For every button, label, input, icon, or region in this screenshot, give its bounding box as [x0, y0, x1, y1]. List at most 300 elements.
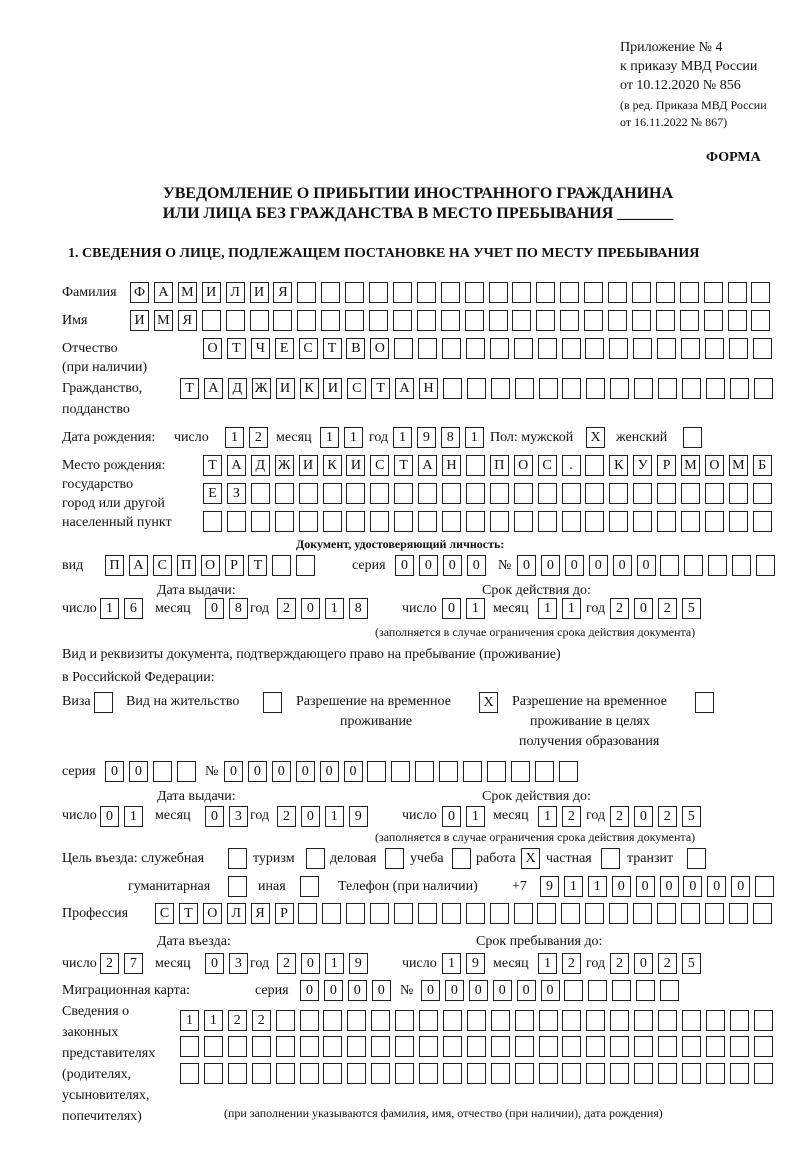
reps-2-cell[interactable]	[610, 1036, 629, 1057]
birth-place-1-cell[interactable]: Ж	[275, 455, 294, 476]
reps-1-cell[interactable]	[467, 1010, 486, 1031]
mc-series-cell[interactable]: 0	[300, 980, 319, 1001]
mc-number-cell[interactable]	[636, 980, 655, 1001]
rd-number-cell[interactable]	[559, 761, 578, 782]
name-cell[interactable]	[393, 310, 412, 331]
patronymic-cell[interactable]	[753, 338, 772, 359]
name-cell[interactable]	[321, 310, 340, 331]
birth-place-1-cell[interactable]	[585, 455, 604, 476]
birth-place-3-cell[interactable]	[538, 511, 557, 532]
citizenship-cell[interactable]	[586, 378, 605, 399]
name-cell[interactable]	[297, 310, 316, 331]
citizenship-cell[interactable]	[730, 378, 749, 399]
mc-number-cell[interactable]: 0	[541, 980, 560, 1001]
mc-number-cell[interactable]: 0	[421, 980, 440, 1001]
surname-cell[interactable]	[751, 282, 770, 303]
reps-3-cell[interactable]	[252, 1063, 271, 1084]
mc-number-cell[interactable]: 0	[493, 980, 512, 1001]
citizenship-cell[interactable]: Т	[180, 378, 199, 399]
birth-place-2-cell[interactable]: Е	[203, 483, 222, 504]
birth-place-1-cell[interactable]: А	[227, 455, 246, 476]
reps-1-cell[interactable]	[730, 1010, 749, 1031]
birth-place-2-cell[interactable]	[466, 483, 485, 504]
rd-number-cell[interactable]	[439, 761, 458, 782]
reps-3-cell[interactable]	[443, 1063, 462, 1084]
birth-place-2-cell[interactable]	[275, 483, 294, 504]
visa-checkbox[interactable]	[94, 692, 113, 713]
name-cell[interactable]	[226, 310, 245, 331]
doc-kind-cell[interactable]: П	[177, 555, 196, 576]
reps-2-cell[interactable]	[300, 1036, 319, 1057]
name-cell[interactable]	[704, 310, 723, 331]
name-cell[interactable]	[656, 310, 675, 331]
birth-place-3-cell[interactable]	[657, 511, 676, 532]
citizenship-cell[interactable]	[562, 378, 581, 399]
patronymic-cell[interactable]: Т	[227, 338, 246, 359]
birth-place-3-cell[interactable]	[490, 511, 509, 532]
reps-3-cell[interactable]	[395, 1063, 414, 1084]
p-humanitarian-checkbox[interactable]	[228, 876, 247, 897]
birth-place-2-cell[interactable]	[299, 483, 318, 504]
reps-3-cell[interactable]	[180, 1063, 199, 1084]
surname-cell[interactable]	[536, 282, 555, 303]
doc-valid-year-cell[interactable]: 2	[610, 598, 629, 619]
rd-number-cell[interactable]: 0	[272, 761, 291, 782]
name-cell[interactable]: Я	[178, 310, 197, 331]
rd-issue-day-cell[interactable]: 0	[100, 806, 119, 827]
profession-cell[interactable]: С	[155, 903, 174, 924]
rd-number-cell[interactable]	[415, 761, 434, 782]
doc-number-cell[interactable]	[732, 555, 751, 576]
name-cell[interactable]	[369, 310, 388, 331]
profession-cell[interactable]	[657, 903, 676, 924]
p-other-checkbox[interactable]	[300, 876, 319, 897]
rd-number-cell[interactable]: 0	[320, 761, 339, 782]
doc-number-cell[interactable]: 0	[613, 555, 632, 576]
reps-3-cell[interactable]	[419, 1063, 438, 1084]
doc-number-cell[interactable]: 0	[565, 555, 584, 576]
patronymic-cell[interactable]	[681, 338, 700, 359]
patronymic-cell[interactable]	[562, 338, 581, 359]
p-business-checkbox[interactable]	[385, 848, 404, 869]
doc-number-cell[interactable]	[684, 555, 703, 576]
citizenship-cell[interactable]	[539, 378, 558, 399]
sex-female-checkbox[interactable]	[683, 427, 702, 448]
profession-cell[interactable]: О	[203, 903, 222, 924]
reps-2-cell[interactable]	[371, 1036, 390, 1057]
name-cell[interactable]	[345, 310, 364, 331]
birth-place-3-cell[interactable]	[729, 511, 748, 532]
rd-issue-year-cell[interactable]: 0	[301, 806, 320, 827]
rd-valid-year-cell[interactable]: 5	[682, 806, 701, 827]
reps-2-cell[interactable]	[347, 1036, 366, 1057]
patronymic-cell[interactable]	[633, 338, 652, 359]
profession-cell[interactable]	[609, 903, 628, 924]
profession-cell[interactable]	[633, 903, 652, 924]
doc-issue-year-cell[interactable]: 8	[349, 598, 368, 619]
rd-number-cell[interactable]: 0	[344, 761, 363, 782]
trp-checkbox[interactable]: X	[479, 692, 498, 713]
patronymic-cell[interactable]	[418, 338, 437, 359]
reps-3-cell[interactable]	[562, 1063, 581, 1084]
doc-valid-day-cell[interactable]: 1	[466, 598, 485, 619]
patronymic-cell[interactable]	[705, 338, 724, 359]
reps-3-cell[interactable]	[658, 1063, 677, 1084]
birth-place-2-cell[interactable]	[609, 483, 628, 504]
birth-place-2-cell[interactable]	[705, 483, 724, 504]
birth-place-1-cell[interactable]	[466, 455, 485, 476]
profession-cell[interactable]	[442, 903, 461, 924]
rd-valid-month-cell[interactable]: 2	[562, 806, 581, 827]
birth-place-1-cell[interactable]: Д	[251, 455, 270, 476]
birth-place-2-cell[interactable]	[562, 483, 581, 504]
profession-cell[interactable]	[681, 903, 700, 924]
birth-place-1-cell[interactable]: У	[633, 455, 652, 476]
profession-cell[interactable]	[298, 903, 317, 924]
doc-valid-year-cell[interactable]: 2	[658, 598, 677, 619]
doc-valid-year-cell[interactable]: 5	[682, 598, 701, 619]
rd-valid-year-cell[interactable]: 0	[634, 806, 653, 827]
name-cell[interactable]	[273, 310, 292, 331]
surname-cell[interactable]	[704, 282, 723, 303]
rd-valid-year-cell[interactable]: 2	[610, 806, 629, 827]
reps-3-cell[interactable]	[682, 1063, 701, 1084]
entry-year-cell[interactable]: 0	[301, 953, 320, 974]
birth-place-1-cell[interactable]: Т	[394, 455, 413, 476]
birth-place-2-cell[interactable]	[633, 483, 652, 504]
citizenship-cell[interactable]	[706, 378, 725, 399]
citizenship-cell[interactable]: Н	[419, 378, 438, 399]
reps-2-cell[interactable]	[467, 1036, 486, 1057]
profession-cell[interactable]	[394, 903, 413, 924]
phone-cell[interactable]: 0	[731, 876, 750, 897]
reps-1-cell[interactable]	[347, 1010, 366, 1031]
reps-1-cell[interactable]	[706, 1010, 725, 1031]
profession-cell[interactable]: Т	[179, 903, 198, 924]
birth-place-3-cell[interactable]	[394, 511, 413, 532]
birth-place-1-cell[interactable]: П	[490, 455, 509, 476]
birth-place-3-cell[interactable]	[370, 511, 389, 532]
birth-place-2-cell[interactable]	[323, 483, 342, 504]
profession-cell[interactable]	[729, 903, 748, 924]
phone-cell[interactable]: 1	[564, 876, 583, 897]
name-cell[interactable]	[536, 310, 555, 331]
name-cell[interactable]	[608, 310, 627, 331]
rd-number-cell[interactable]	[391, 761, 410, 782]
birth-place-1-cell[interactable]: Н	[442, 455, 461, 476]
name-cell[interactable]	[465, 310, 484, 331]
surname-cell[interactable]	[441, 282, 460, 303]
birth-place-3-cell[interactable]	[275, 511, 294, 532]
mc-number-cell[interactable]: 0	[445, 980, 464, 1001]
patronymic-cell[interactable]	[538, 338, 557, 359]
reps-3-cell[interactable]	[300, 1063, 319, 1084]
reps-3-cell[interactable]	[539, 1063, 558, 1084]
patronymic-cell[interactable]	[729, 338, 748, 359]
surname-cell[interactable]	[369, 282, 388, 303]
reps-2-cell[interactable]	[323, 1036, 342, 1057]
reps-2-cell[interactable]	[395, 1036, 414, 1057]
doc-valid-year-cell[interactable]: 0	[634, 598, 653, 619]
rd-number-cell[interactable]	[463, 761, 482, 782]
reps-1-cell[interactable]	[419, 1010, 438, 1031]
name-cell[interactable]	[512, 310, 531, 331]
reps-3-cell[interactable]	[491, 1063, 510, 1084]
doc-kind-cell[interactable]: А	[129, 555, 148, 576]
rd-valid-day-cell[interactable]: 1	[466, 806, 485, 827]
rd-series-cell[interactable]: 0	[129, 761, 148, 782]
doc-valid-day-cell[interactable]: 0	[442, 598, 461, 619]
reps-2-cell[interactable]	[539, 1036, 558, 1057]
surname-cell[interactable]: И	[250, 282, 269, 303]
surname-cell[interactable]: А	[154, 282, 173, 303]
name-cell[interactable]	[632, 310, 651, 331]
reps-1-cell[interactable]	[371, 1010, 390, 1031]
citizenship-cell[interactable]	[443, 378, 462, 399]
birth-year-cell[interactable]: 1	[465, 427, 484, 448]
doc-number-cell[interactable]	[708, 555, 727, 576]
reps-2-cell[interactable]	[730, 1036, 749, 1057]
citizenship-cell[interactable]	[682, 378, 701, 399]
birth-place-1-cell[interactable]: Р	[657, 455, 676, 476]
patronymic-cell[interactable]	[514, 338, 533, 359]
sex-male-checkbox[interactable]: X	[586, 427, 605, 448]
doc-number-cell[interactable]: 0	[541, 555, 560, 576]
citizenship-cell[interactable]	[467, 378, 486, 399]
reps-3-cell[interactable]	[610, 1063, 629, 1084]
patronymic-cell[interactable]	[466, 338, 485, 359]
citizenship-cell[interactable]: С	[347, 378, 366, 399]
reps-2-cell[interactable]	[658, 1036, 677, 1057]
reps-2-cell[interactable]	[276, 1036, 295, 1057]
reps-2-cell[interactable]	[634, 1036, 653, 1057]
citizenship-cell[interactable]: Ж	[252, 378, 271, 399]
birth-place-3-cell[interactable]	[466, 511, 485, 532]
name-cell[interactable]	[489, 310, 508, 331]
surname-cell[interactable]: И	[202, 282, 221, 303]
trp-edu-checkbox[interactable]	[695, 692, 714, 713]
stay-year-cell[interactable]: 0	[634, 953, 653, 974]
citizenship-cell[interactable]	[515, 378, 534, 399]
p-service-checkbox[interactable]	[228, 848, 247, 869]
birth-place-3-cell[interactable]	[227, 511, 246, 532]
mc-number-cell[interactable]	[660, 980, 679, 1001]
reps-1-cell[interactable]	[395, 1010, 414, 1031]
birth-place-3-cell[interactable]	[705, 511, 724, 532]
patronymic-cell[interactable]	[394, 338, 413, 359]
reps-2-cell[interactable]	[586, 1036, 605, 1057]
profession-cell[interactable]	[561, 903, 580, 924]
birth-place-1-cell[interactable]: Т	[203, 455, 222, 476]
mc-series-cell[interactable]: 0	[348, 980, 367, 1001]
birth-place-1-cell[interactable]: К	[609, 455, 628, 476]
citizenship-cell[interactable]: И	[276, 378, 295, 399]
birth-year-cell[interactable]: 9	[417, 427, 436, 448]
reps-2-cell[interactable]	[491, 1036, 510, 1057]
surname-cell[interactable]	[680, 282, 699, 303]
reps-1-cell[interactable]	[276, 1010, 295, 1031]
citizenship-cell[interactable]: Т	[371, 378, 390, 399]
birth-place-3-cell[interactable]	[585, 511, 604, 532]
rd-issue-day-cell[interactable]: 1	[124, 806, 143, 827]
profession-cell[interactable]	[466, 903, 485, 924]
birth-place-2-cell[interactable]	[514, 483, 533, 504]
reps-2-cell[interactable]	[706, 1036, 725, 1057]
doc-issue-month-cell[interactable]: 0	[205, 598, 224, 619]
reps-1-cell[interactable]: 1	[180, 1010, 199, 1031]
birth-place-2-cell[interactable]	[346, 483, 365, 504]
residence-checkbox[interactable]	[263, 692, 282, 713]
birth-place-3-cell[interactable]	[323, 511, 342, 532]
stay-month-cell[interactable]: 1	[538, 953, 557, 974]
birth-place-1-cell[interactable]: М	[681, 455, 700, 476]
stay-month-cell[interactable]: 2	[562, 953, 581, 974]
doc-issue-year-cell[interactable]: 0	[301, 598, 320, 619]
rd-number-cell[interactable]: 0	[296, 761, 315, 782]
name-cell[interactable]	[202, 310, 221, 331]
birth-place-2-cell[interactable]	[251, 483, 270, 504]
doc-number-cell[interactable]	[660, 555, 679, 576]
birth-place-1-cell[interactable]: Б	[753, 455, 772, 476]
mc-series-cell[interactable]: 0	[324, 980, 343, 1001]
rd-series-cell[interactable]	[177, 761, 196, 782]
birth-place-3-cell[interactable]	[681, 511, 700, 532]
name-cell[interactable]	[584, 310, 603, 331]
citizenship-cell[interactable]: И	[323, 378, 342, 399]
birth-place-2-cell[interactable]	[657, 483, 676, 504]
profession-cell[interactable]: Я	[251, 903, 270, 924]
rd-valid-month-cell[interactable]: 1	[538, 806, 557, 827]
mc-series-cell[interactable]: 0	[372, 980, 391, 1001]
reps-3-cell[interactable]	[276, 1063, 295, 1084]
doc-issue-year-cell[interactable]: 2	[277, 598, 296, 619]
birth-place-1-cell[interactable]: С	[370, 455, 389, 476]
surname-cell[interactable]	[393, 282, 412, 303]
rd-number-cell[interactable]: 0	[248, 761, 267, 782]
birth-place-1-cell[interactable]: А	[418, 455, 437, 476]
reps-3-cell[interactable]	[228, 1063, 247, 1084]
doc-series-cell[interactable]: 0	[467, 555, 486, 576]
phone-cell[interactable]: 1	[588, 876, 607, 897]
rd-issue-month-cell[interactable]: 0	[205, 806, 224, 827]
doc-kind-cell[interactable]: Р	[225, 555, 244, 576]
surname-cell[interactable]	[512, 282, 531, 303]
reps-3-cell[interactable]	[323, 1063, 342, 1084]
rd-valid-year-cell[interactable]: 2	[658, 806, 677, 827]
birth-place-2-cell[interactable]	[418, 483, 437, 504]
name-cell[interactable]	[441, 310, 460, 331]
name-cell[interactable]	[751, 310, 770, 331]
doc-kind-cell[interactable]: П	[105, 555, 124, 576]
profession-cell[interactable]	[537, 903, 556, 924]
patronymic-cell[interactable]: Е	[275, 338, 294, 359]
birth-place-3-cell[interactable]	[514, 511, 533, 532]
birth-place-1-cell[interactable]: И	[299, 455, 318, 476]
birth-place-1-cell[interactable]: С	[538, 455, 557, 476]
rd-number-cell[interactable]	[535, 761, 554, 782]
reps-2-cell[interactable]	[228, 1036, 247, 1057]
doc-number-cell[interactable]: 0	[589, 555, 608, 576]
birth-place-1-cell[interactable]: О	[705, 455, 724, 476]
surname-cell[interactable]: Ф	[130, 282, 149, 303]
patronymic-cell[interactable]: О	[370, 338, 389, 359]
name-cell[interactable]	[560, 310, 579, 331]
birth-place-3-cell[interactable]	[562, 511, 581, 532]
reps-1-cell[interactable]	[443, 1010, 462, 1031]
reps-3-cell[interactable]	[204, 1063, 223, 1084]
p-transit-checkbox[interactable]	[687, 848, 706, 869]
rd-number-cell[interactable]	[487, 761, 506, 782]
doc-series-cell[interactable]: 0	[419, 555, 438, 576]
profession-cell[interactable]	[322, 903, 341, 924]
reps-1-cell[interactable]	[658, 1010, 677, 1031]
doc-issue-day-cell[interactable]: 6	[124, 598, 143, 619]
phone-cell[interactable]: 0	[660, 876, 679, 897]
doc-valid-month-cell[interactable]: 1	[562, 598, 581, 619]
stay-year-cell[interactable]: 2	[610, 953, 629, 974]
doc-kind-cell[interactable]: С	[153, 555, 172, 576]
doc-number-cell[interactable]: 0	[637, 555, 656, 576]
birth-place-3-cell[interactable]	[418, 511, 437, 532]
profession-cell[interactable]	[346, 903, 365, 924]
doc-number-cell[interactable]: 0	[517, 555, 536, 576]
surname-cell[interactable]	[345, 282, 364, 303]
patronymic-cell[interactable]: Т	[323, 338, 342, 359]
birth-place-3-cell[interactable]	[299, 511, 318, 532]
birth-place-2-cell[interactable]	[442, 483, 461, 504]
birth-place-3-cell[interactable]	[203, 511, 222, 532]
reps-1-cell[interactable]	[634, 1010, 653, 1031]
surname-cell[interactable]	[465, 282, 484, 303]
citizenship-cell[interactable]: Д	[228, 378, 247, 399]
citizenship-cell[interactable]: А	[395, 378, 414, 399]
birth-place-2-cell[interactable]	[538, 483, 557, 504]
phone-cell[interactable]	[755, 876, 774, 897]
reps-2-cell[interactable]	[252, 1036, 271, 1057]
entry-year-cell[interactable]: 1	[325, 953, 344, 974]
reps-2-cell[interactable]	[419, 1036, 438, 1057]
birth-month-cell[interactable]: 1	[344, 427, 363, 448]
entry-year-cell[interactable]: 2	[277, 953, 296, 974]
surname-cell[interactable]	[489, 282, 508, 303]
birth-place-2-cell[interactable]	[370, 483, 389, 504]
rd-issue-year-cell[interactable]: 1	[325, 806, 344, 827]
mc-number-cell[interactable]	[612, 980, 631, 1001]
entry-day-cell[interactable]: 2	[100, 953, 119, 974]
doc-valid-month-cell[interactable]: 1	[538, 598, 557, 619]
reps-2-cell[interactable]	[754, 1036, 773, 1057]
reps-3-cell[interactable]	[371, 1063, 390, 1084]
reps-1-cell[interactable]: 1	[204, 1010, 223, 1031]
patronymic-cell[interactable]	[490, 338, 509, 359]
mc-number-cell[interactable]	[564, 980, 583, 1001]
birth-day-cell[interactable]: 2	[249, 427, 268, 448]
birth-place-2-cell[interactable]	[394, 483, 413, 504]
reps-2-cell[interactable]	[204, 1036, 223, 1057]
patronymic-cell[interactable]	[585, 338, 604, 359]
reps-2-cell[interactable]	[443, 1036, 462, 1057]
reps-3-cell[interactable]	[706, 1063, 725, 1084]
surname-cell[interactable]	[632, 282, 651, 303]
name-cell[interactable]	[250, 310, 269, 331]
birth-place-2-cell[interactable]	[753, 483, 772, 504]
surname-cell[interactable]	[584, 282, 603, 303]
mc-number-cell[interactable]: 0	[517, 980, 536, 1001]
birth-year-cell[interactable]: 8	[441, 427, 460, 448]
surname-cell[interactable]: М	[178, 282, 197, 303]
name-cell[interactable]	[728, 310, 747, 331]
surname-cell[interactable]: Л	[226, 282, 245, 303]
